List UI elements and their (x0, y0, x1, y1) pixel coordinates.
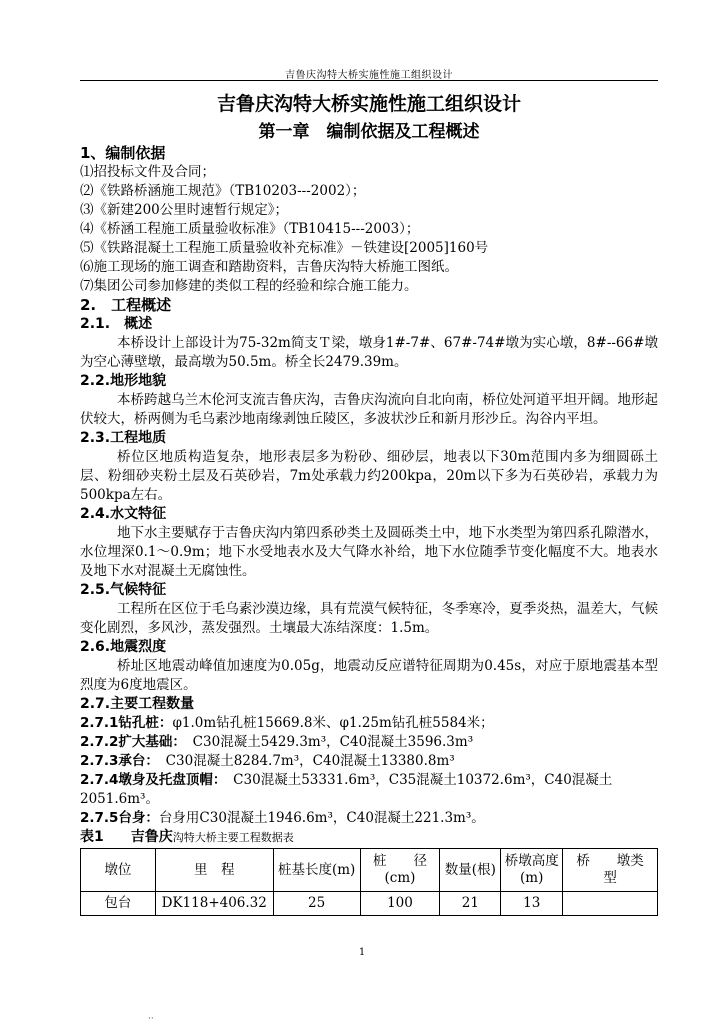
table-header-row (81, 849, 658, 892)
table-row (81, 892, 658, 916)
quantity-item (80, 714, 658, 733)
table-cell: 100 (360, 892, 440, 916)
quantity-text: C30混凝土53331.6m³，C35混凝土10372.6m³，C40混凝土2051.6m³。 (80, 772, 613, 807)
table-cell: 21 (440, 892, 501, 916)
table-cell (563, 892, 658, 916)
basis-item: ⑷《桥涵工程施工质量验收标准》（TB10415---2003）； (80, 221, 420, 237)
table-cell: 包台 (81, 892, 156, 916)
quantities-table (80, 848, 658, 916)
section-2-5-heading: 2.5.气候特征 (80, 582, 167, 598)
table-header-cell: 桩 径(cm) (360, 849, 440, 892)
chapter-title: 第一章 编制依据及工程概述 (258, 122, 480, 142)
quantity-text: 台身用C30混凝土1946.6m³，C40混凝土221.3m³。 (158, 810, 485, 826)
quantity-item (80, 771, 658, 809)
quantity-label: 2.7.5台身： (80, 810, 159, 826)
section-1-heading: 1、编制依据 (80, 144, 166, 162)
section-2-4-text: 地下水主要赋存于吉鲁庆沟内第四系砂类土及圆砾类土中，地下水类型为第四系孔隙潜水，水位埋深0.1～0.9m；地下水受地表水及大气降水补给，地下水位随季节变化幅度不大。地表水及地下水对混凝土无腐蚀性。 (80, 525, 658, 579)
section-2-6-heading: 2.6.地震烈度 (80, 639, 167, 655)
quantity-item (80, 733, 658, 752)
quantity-text: C30混凝土5429.3m³，C40混凝土3596.3m³ (179, 734, 474, 750)
table-cell: DK118+406.32 (155, 892, 273, 916)
basis-item: ⑹施工现场的施工调查和踏勘资料，吉鲁庆沟特大桥施工图纸。 (80, 259, 458, 275)
footer-mark: ·· (148, 1014, 154, 1024)
section-2-6-text: 桥址区地震动峰值加速度为0.05g，地震动反应谱特征周期为0.45s，对应于原地震基本型烈度为6度地震区。 (80, 658, 658, 693)
table-header-cell: 桩基长度(m) (273, 849, 360, 892)
page-content (80, 90, 658, 916)
quantity-label: 2.7.4墩身及托盘顶帽： (80, 772, 220, 788)
section-2-heading: 2. 工程概述 (80, 296, 172, 314)
quantity-item (80, 809, 658, 828)
header-rule (80, 80, 658, 81)
section-2-2-heading: 2.2.地形地貌 (80, 373, 167, 389)
table-caption (80, 828, 658, 847)
section-2-7-heading: 2.7.主要工程数量 (80, 696, 195, 712)
table-cell: 25 (273, 892, 360, 916)
quantity-text: φ1.0m钻孔桩15669.8米、φ1.25m钻孔桩5584米； (172, 715, 494, 731)
running-header: 吉鲁庆沟特大桥实施性施工组织设计 (285, 70, 453, 81)
quantity-item (80, 752, 658, 771)
table-caption-prefix: 表1 (80, 829, 104, 845)
quantity-text: C30混凝土8284.7m³，C40混凝土13380.8m³ (152, 753, 455, 769)
section-2-3-text: 桥位区地质构造复杂，地形表层多为粉砂、细砂层，地表以下30m范围内多为细圆砾土层、粉细砂夹粉土层及石英砂岩，7m处承载力约200kpa，20m以下多为石英砂岩，承载力为500kpa左右。 (80, 449, 658, 503)
section-2-1-heading: 2.1. 概述 (80, 316, 153, 332)
table-caption-rest: 沟特大桥主要工程数据表 (172, 831, 294, 844)
table-header-cell: 桥墩高度(m) (501, 849, 563, 892)
basis-item: ⑺集团公司参加修建的类似工程的经验和综合施工能力。 (80, 278, 418, 294)
quantity-label: 2.7.2扩大基础： (80, 734, 180, 750)
table-header-cell: 数量(根) (440, 849, 501, 892)
table-caption-bold: 吉鲁庆 (130, 829, 173, 845)
section-2-4-heading: 2.4.水文特征 (80, 506, 167, 522)
table-header-cell: 里 程 (155, 849, 273, 892)
quantity-label: 2.7.3承台： (80, 753, 153, 769)
table-header-cell: 桥 墩类 型 (563, 849, 658, 892)
section-2-2-text: 本桥跨越乌兰木伦河支流吉鲁庆沟，吉鲁庆沟流向自北向南，桥位处河道平坦开阔。地形起伏较大，桥两侧为毛乌素沙地南缘剥蚀丘陵区，多波状沙丘和新月形沙丘。沟谷内平坦。 (80, 392, 658, 427)
basis-item: ⑸《铁路混凝土工程施工质量验收补充标准》－铁建设[2005]160号 (80, 240, 489, 256)
basis-item: ⑶《新建200公里时速暂行规定》； (80, 202, 289, 218)
section-2-3-heading: 2.3.工程地质 (80, 430, 167, 446)
basis-item: ⑴招投标文件及合同； (80, 164, 215, 180)
page-number: 1 (358, 947, 366, 958)
basis-item: ⑵《铁路桥涵施工规范》（TB10203---2002）； (80, 183, 366, 199)
section-2-5-text: 工程所在区位于毛乌素沙漠边缘，具有荒漠气候特征，冬季寒冷，夏季炎热，温差大，气候变化剧烈，多风沙，蒸发强烈。土壤最大冻结深度：1.5m。 (80, 601, 658, 636)
quantity-label: 2.7.1钻孔桩： (80, 715, 173, 731)
table-cell: 13 (501, 892, 563, 916)
section-2-1-text: 本桥设计上部设计为75-32m简支Ｔ梁，墩身1#-7#、67#-74#墩为实心墩，8#--66#墩为空心薄壁墩，最高墩为50.5m。桥全长2479.39m。 (80, 335, 658, 370)
document-title: 吉鲁庆沟特大桥实施性施工组织设计 (216, 93, 521, 115)
table-header-cell: 墩位 (81, 849, 156, 892)
